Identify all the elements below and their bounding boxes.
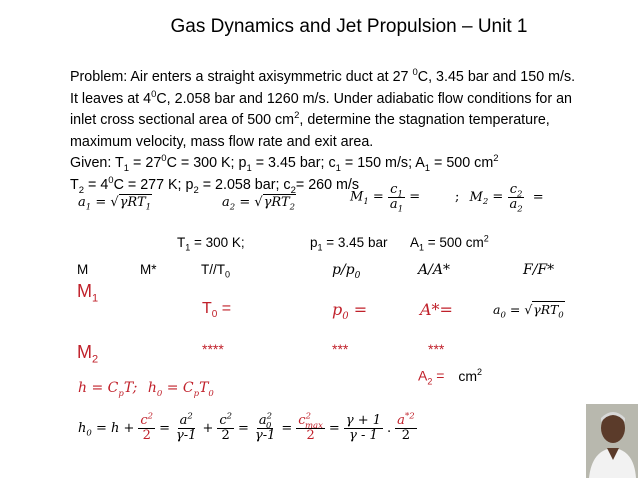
row-m2-label: $M_2$ xyxy=(77,342,99,366)
m2-formula: ; $M_2$ = $\frac{c_2}{a_2}$ = xyxy=(455,182,544,215)
problem-text: C, 3.45 bar and 150 m/s. It leaves at 4 xyxy=(70,69,576,107)
stagnation-eq: $h_0 = h$ + $\frac{c^2}{2}$ = $\frac{a^2}{\gamma-1}$ + $\frac{c^2}{2}$ = $\frac{a^2_0}{\gamma-1}$ = $\frac{c^2_{max}}{2}$ = $\frac{\gamma + 1}{\gamma - 1}$ . $\frac{a^{*2}}{2}$ xyxy=(78,411,415,443)
a2-formula: $a_2 = √\gamma RT_2$ xyxy=(222,195,296,213)
a0-formula: $a_0 = √\gamma RT_0$ xyxy=(493,302,564,321)
problem-statement xyxy=(70,67,580,196)
header-f-ratio: F/F* xyxy=(523,262,555,278)
astar-label: A*= xyxy=(420,300,453,319)
m1-formula: $M_1$ = $\frac{c_1}{a_1}$ = xyxy=(350,182,421,215)
given-line-1: Given: $T_1 = 27^0C = 300$ K; $p_1 = 3.45$ bar; $c_1 = 150$ m/s; $A_1 = 500$ $cm^2$ xyxy=(70,153,499,174)
area-sup: 2 xyxy=(294,110,300,122)
problem-text: C, 2.058 bar and 1260 m/s. Under adiabatic flow conditions for an inlet cross sectional area of 500 cm xyxy=(70,90,573,128)
degree-sup: 0 xyxy=(412,67,418,79)
given-p1: $p_1 = 3.45$ bar xyxy=(310,235,388,253)
t-stars: **** xyxy=(202,341,224,357)
problem-text: , determine the stagnation temperature, maximum velocity, mass flow rate and exit area. xyxy=(70,112,550,150)
header-p-ratio: $p/p_0$ xyxy=(332,262,361,281)
header-t-ratio: $T//T_0$ xyxy=(201,262,231,280)
enthalpy-eq: $h = C_pT$; $h_0 = C_pT_0$ xyxy=(78,380,214,399)
p-stars: *** xyxy=(332,341,349,357)
a2-result: $A_2 = cm^2$ xyxy=(418,367,483,387)
row-m1-label: $M_1$ xyxy=(77,281,99,305)
p0-label: $p_0$ = xyxy=(332,300,368,323)
header-m: M xyxy=(77,262,89,277)
presenter-photo xyxy=(586,404,638,478)
given-t1: $T_1 = 300$ K; xyxy=(177,235,245,253)
page-title: Gas Dynamics and Jet Propulsion – Unit 1 xyxy=(170,16,528,37)
header-mstar: M* xyxy=(140,262,157,277)
problem-text: Problem: Air enters a straight axisymmetric duct at 27 xyxy=(70,69,413,85)
t0-label: $T_0$ = xyxy=(202,300,232,321)
given-a1: $A_1 = 500$ $cm^2$ xyxy=(410,233,489,253)
degree-sup: 0 xyxy=(151,88,157,100)
a-stars: *** xyxy=(428,341,445,357)
given-line-2: $T_2 = 4^0C = 277$ K; $p_2 = 2.058$ bar; $c_2= 260$ m/s xyxy=(70,174,360,196)
header-a-ratio: A/A* xyxy=(418,262,450,278)
a1-formula: $a_1 = √\gamma RT_1$ xyxy=(78,195,152,213)
